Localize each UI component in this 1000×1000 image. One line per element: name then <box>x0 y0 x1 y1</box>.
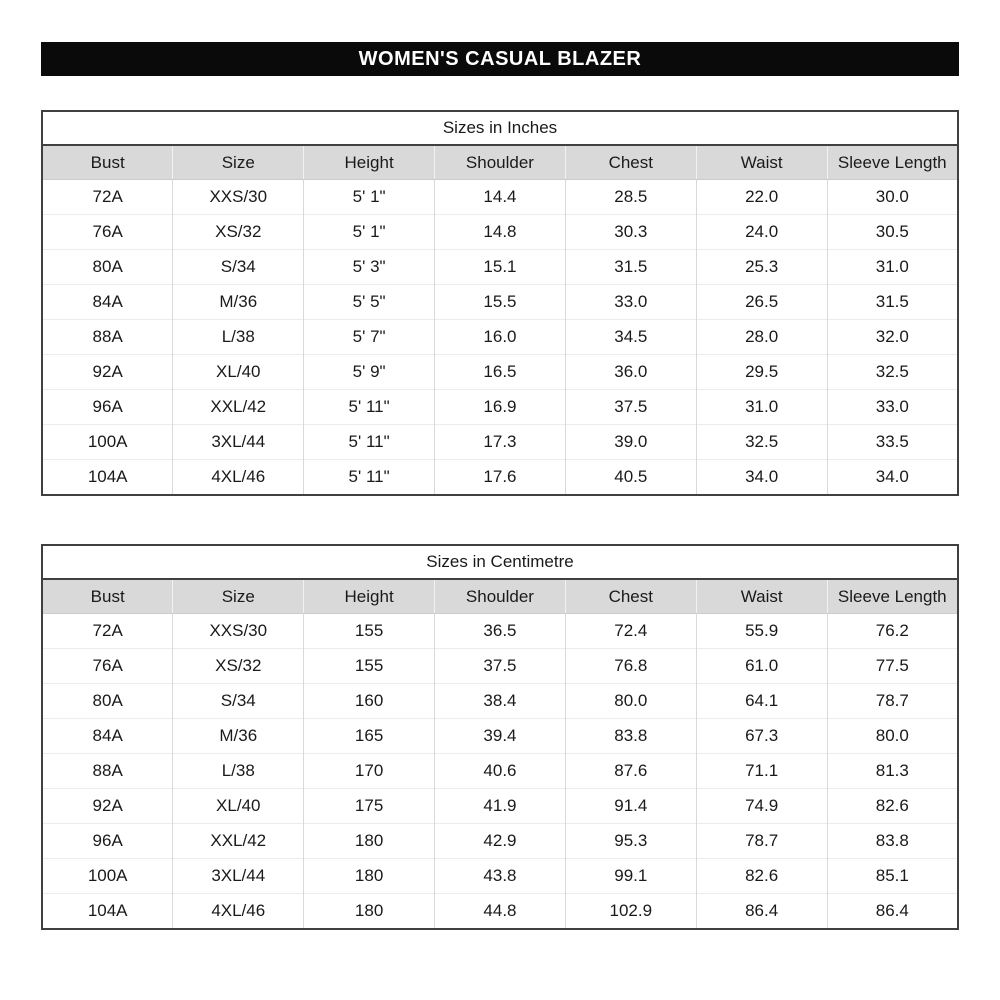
table-cell: XS/32 <box>173 649 304 684</box>
table-cell: 95.3 <box>565 824 696 859</box>
column-header-bust: Bust <box>42 579 173 614</box>
table-cell: 39.0 <box>565 425 696 460</box>
table-cell: M/36 <box>173 719 304 754</box>
table-cell: 30.0 <box>827 180 958 215</box>
table-cell: 5' 11" <box>304 390 435 425</box>
size-chart-sheet <box>41 0 959 930</box>
sizes-in-inches-table <box>41 110 959 496</box>
table-row <box>42 859 958 894</box>
table-cell: 41.9 <box>435 789 566 824</box>
table-cell: 82.6 <box>696 859 827 894</box>
table-row <box>42 754 958 789</box>
table-cell: 76A <box>42 215 173 250</box>
table-cell: 76.2 <box>827 614 958 649</box>
table-cell: 30.3 <box>565 215 696 250</box>
table-row <box>42 285 958 320</box>
table-cell: 14.8 <box>435 215 566 250</box>
column-header-waist: Waist <box>696 579 827 614</box>
table-cell: 40.5 <box>565 460 696 496</box>
table-cell: 42.9 <box>435 824 566 859</box>
table-cell: 84A <box>42 285 173 320</box>
table-cell: 36.0 <box>565 355 696 390</box>
table-cell: 67.3 <box>696 719 827 754</box>
table-cell: 61.0 <box>696 649 827 684</box>
column-header-chest: Chest <box>565 579 696 614</box>
table-cell: 74.9 <box>696 789 827 824</box>
table-row <box>42 320 958 355</box>
column-header-chest: Chest <box>565 145 696 180</box>
table-cell: 78.7 <box>696 824 827 859</box>
table-cell: 22.0 <box>696 180 827 215</box>
table-cell: 3XL/44 <box>173 859 304 894</box>
product-title: WOMEN'S CASUAL BLAZER <box>358 47 642 70</box>
inches-table-head <box>42 111 958 180</box>
table-cell: 104A <box>42 460 173 496</box>
column-header-sleeve-length: Sleeve Length <box>827 579 958 614</box>
table-cell: 17.6 <box>435 460 566 496</box>
product-title-banner <box>41 42 959 76</box>
table-cell: 30.5 <box>827 215 958 250</box>
table-cell: 40.6 <box>435 754 566 789</box>
table-cell: 155 <box>304 614 435 649</box>
table-cell: 86.4 <box>827 894 958 930</box>
table-cell: 85.1 <box>827 859 958 894</box>
table-cell: 87.6 <box>565 754 696 789</box>
table-title: Sizes in Centimetre <box>42 545 958 579</box>
table-cell: 5' 3" <box>304 250 435 285</box>
table-cell: 3XL/44 <box>173 425 304 460</box>
column-header-bust: Bust <box>42 145 173 180</box>
table-cell: 14.4 <box>435 180 566 215</box>
table-row <box>42 649 958 684</box>
table-cell: 96A <box>42 390 173 425</box>
table-cell: 83.8 <box>827 824 958 859</box>
column-header-size: Size <box>173 145 304 180</box>
table-cell: 28.5 <box>565 180 696 215</box>
table-row <box>42 684 958 719</box>
table-cell: 24.0 <box>696 215 827 250</box>
table-row <box>42 390 958 425</box>
column-header-sleeve-length: Sleeve Length <box>827 145 958 180</box>
table-cell: 77.5 <box>827 649 958 684</box>
table-cell: XS/32 <box>173 215 304 250</box>
table-cell: 170 <box>304 754 435 789</box>
table-cell: 64.1 <box>696 684 827 719</box>
centimetre-table-head <box>42 545 958 614</box>
table-cell: XL/40 <box>173 789 304 824</box>
table-cell: 38.4 <box>435 684 566 719</box>
table-cell: 31.0 <box>827 250 958 285</box>
table-cell: 88A <box>42 320 173 355</box>
table-row <box>42 894 958 930</box>
table-cell: 155 <box>304 649 435 684</box>
table-row <box>42 719 958 754</box>
table-cell: 88A <box>42 754 173 789</box>
table-cell: 32.5 <box>696 425 827 460</box>
table-cell: 39.4 <box>435 719 566 754</box>
table-cell: 80.0 <box>827 719 958 754</box>
table-cell: M/36 <box>173 285 304 320</box>
table-cell: 72A <box>42 614 173 649</box>
table-cell: 76.8 <box>565 649 696 684</box>
table-cell: 91.4 <box>565 789 696 824</box>
table-cell: 34.5 <box>565 320 696 355</box>
table-cell: 5' 11" <box>304 425 435 460</box>
table-row <box>42 355 958 390</box>
table-cell: 80.0 <box>565 684 696 719</box>
table-cell: 72A <box>42 180 173 215</box>
table-cell: 81.3 <box>827 754 958 789</box>
table-cell: 100A <box>42 859 173 894</box>
table-cell: 32.0 <box>827 320 958 355</box>
table-cell: 72.4 <box>565 614 696 649</box>
table-cell: 4XL/46 <box>173 460 304 496</box>
table-cell: 80A <box>42 684 173 719</box>
table-row <box>42 789 958 824</box>
table-title: Sizes in Inches <box>42 111 958 145</box>
table-cell: 33.0 <box>565 285 696 320</box>
table-cell: XL/40 <box>173 355 304 390</box>
table-row <box>42 824 958 859</box>
table-cell: L/38 <box>173 754 304 789</box>
table-cell: 16.0 <box>435 320 566 355</box>
table-cell: 34.0 <box>696 460 827 496</box>
table-cell: 71.1 <box>696 754 827 789</box>
table-cell: 31.5 <box>827 285 958 320</box>
table-cell: 29.5 <box>696 355 827 390</box>
table-cell: 5' 1" <box>304 215 435 250</box>
table-cell: 26.5 <box>696 285 827 320</box>
table-cell: 31.5 <box>565 250 696 285</box>
table-cell: 92A <box>42 355 173 390</box>
table-cell: 44.8 <box>435 894 566 930</box>
column-header-height: Height <box>304 145 435 180</box>
table-cell: 37.5 <box>435 649 566 684</box>
table-cell: 82.6 <box>827 789 958 824</box>
table-cell: XXL/42 <box>173 824 304 859</box>
centimetre-table-body <box>42 614 958 930</box>
table-cell: S/34 <box>173 250 304 285</box>
table-cell: 160 <box>304 684 435 719</box>
table-cell: 102.9 <box>565 894 696 930</box>
table-cell: XXL/42 <box>173 390 304 425</box>
table-cell: 165 <box>304 719 435 754</box>
table-cell: 25.3 <box>696 250 827 285</box>
table-row <box>42 614 958 649</box>
table-cell: 80A <box>42 250 173 285</box>
table-cell: 5' 1" <box>304 180 435 215</box>
table-cell: 37.5 <box>565 390 696 425</box>
table-cell: 33.5 <box>827 425 958 460</box>
table-cell: 92A <box>42 789 173 824</box>
column-header-size: Size <box>173 579 304 614</box>
table-cell: 17.3 <box>435 425 566 460</box>
column-header-row <box>42 145 958 180</box>
table-cell: 78.7 <box>827 684 958 719</box>
table-cell: 34.0 <box>827 460 958 496</box>
inches-table-body <box>42 180 958 496</box>
table-cell: 5' 11" <box>304 460 435 496</box>
table-title-row <box>42 545 958 579</box>
table-cell: 55.9 <box>696 614 827 649</box>
table-cell: 33.0 <box>827 390 958 425</box>
table-cell: 86.4 <box>696 894 827 930</box>
table-cell: 99.1 <box>565 859 696 894</box>
table-cell: 5' 9" <box>304 355 435 390</box>
table-cell: 36.5 <box>435 614 566 649</box>
table-cell: 76A <box>42 649 173 684</box>
column-header-waist: Waist <box>696 145 827 180</box>
table-cell: 175 <box>304 789 435 824</box>
table-row <box>42 180 958 215</box>
table-cell: 31.0 <box>696 390 827 425</box>
table-cell: 16.9 <box>435 390 566 425</box>
table-row <box>42 425 958 460</box>
table-cell: 84A <box>42 719 173 754</box>
table-cell: XXS/30 <box>173 614 304 649</box>
column-header-shoulder: Shoulder <box>435 145 566 180</box>
table-cell: S/34 <box>173 684 304 719</box>
table-cell: XXS/30 <box>173 180 304 215</box>
table-cell: L/38 <box>173 320 304 355</box>
table-cell: 5' 7" <box>304 320 435 355</box>
table-cell: 180 <box>304 859 435 894</box>
table-cell: 5' 5" <box>304 285 435 320</box>
table-cell: 180 <box>304 824 435 859</box>
column-header-height: Height <box>304 579 435 614</box>
table-title-row <box>42 111 958 145</box>
table-cell: 15.1 <box>435 250 566 285</box>
column-header-shoulder: Shoulder <box>435 579 566 614</box>
table-cell: 28.0 <box>696 320 827 355</box>
table-cell: 4XL/46 <box>173 894 304 930</box>
table-row <box>42 460 958 496</box>
table-cell: 96A <box>42 824 173 859</box>
column-header-row <box>42 579 958 614</box>
table-cell: 32.5 <box>827 355 958 390</box>
table-cell: 100A <box>42 425 173 460</box>
table-cell: 15.5 <box>435 285 566 320</box>
table-cell: 104A <box>42 894 173 930</box>
table-cell: 43.8 <box>435 859 566 894</box>
table-row <box>42 215 958 250</box>
table-row <box>42 250 958 285</box>
table-cell: 83.8 <box>565 719 696 754</box>
sizes-in-centimetre-table <box>41 544 959 930</box>
table-cell: 16.5 <box>435 355 566 390</box>
table-cell: 180 <box>304 894 435 930</box>
